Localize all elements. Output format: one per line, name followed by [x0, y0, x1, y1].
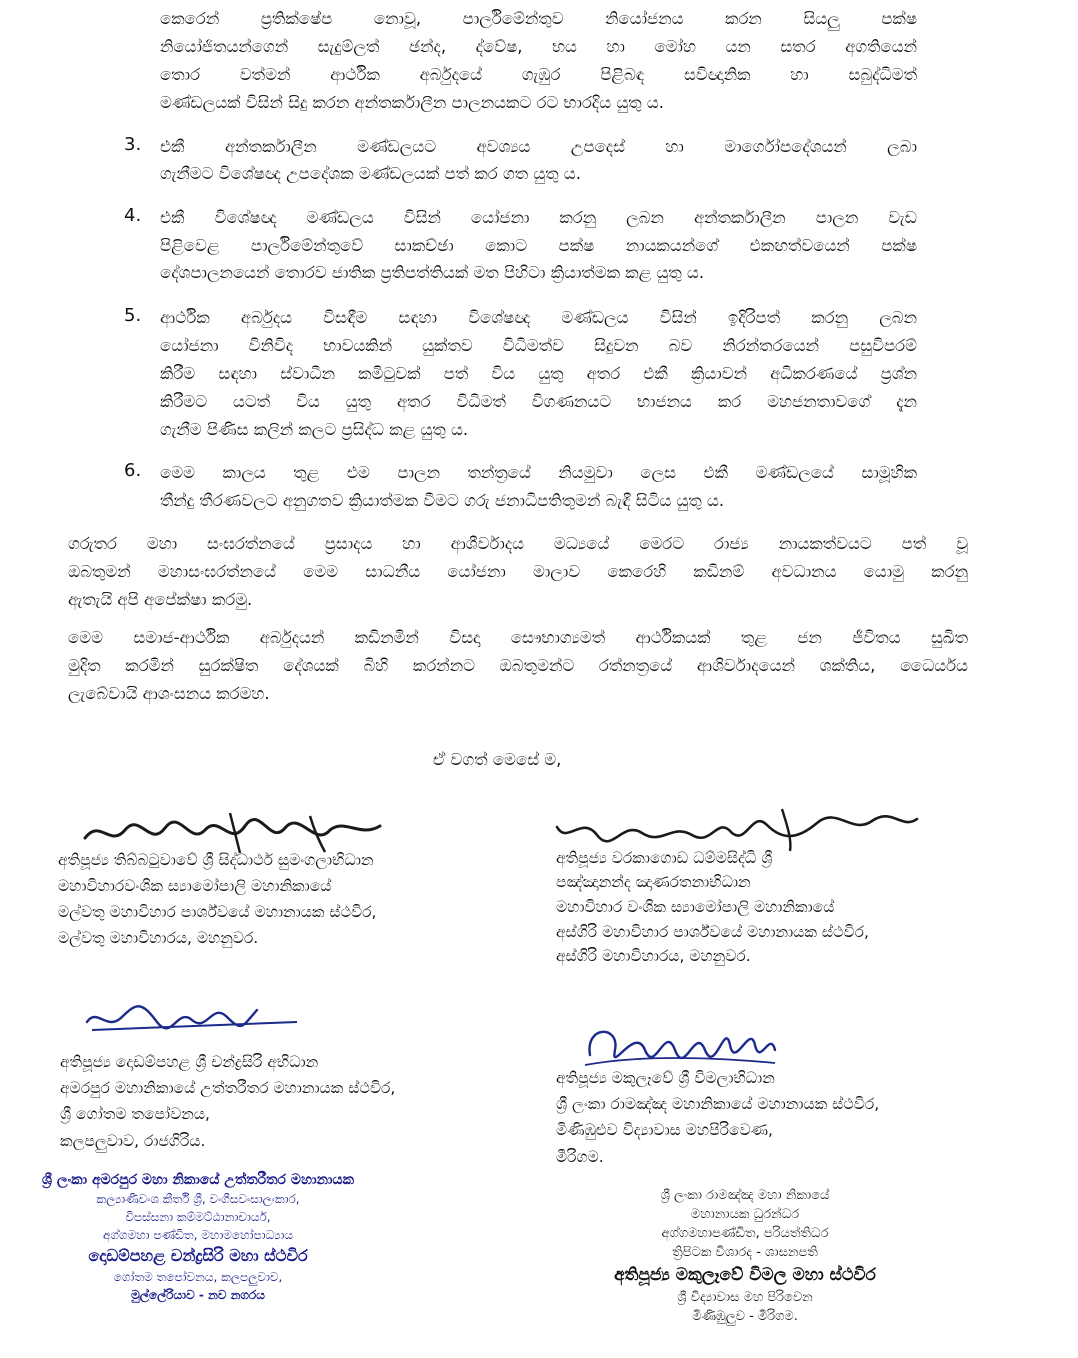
item-line: තීන්දු තීරණවලට අනුගතව ක්‍රියාත්මක වීමට ගරු ජනාධිපතිතුමන් බැඳී සිටිය යුතු ය. — [160, 491, 725, 510]
stamp-line: විපස්සනා කම්මට්ඨානාචාර්ය, — [125, 1210, 271, 1224]
signatory-line: අතිපූජ්‍ය තිබ්බටුවාවේ ශ්‍රී සිද්ධාර්ථ සුමංගලාභිධාන — [58, 851, 374, 869]
item-line: කිරීමට යටත් විය යුතු අතර විධිමත් විගණනයට භාජනය කර මහජනතාවගේ දැන — [160, 392, 917, 411]
stamp-line: මිණිඹුලුව - මීරිගම. — [692, 1309, 798, 1324]
signatory-line: ශ්‍රී ගෝතම තපෝවනය, — [60, 1105, 210, 1123]
stamp-line: ගෝතම තපෝවනය, කලපලුවාව, — [113, 1270, 283, 1284]
item-line: පිළිවෙළ පාර්ලිමේන්තුවේ සාකච්ඡා කොට පක්ෂ නායකයන්ගේ එකඟත්වයෙන් පක්ෂ — [160, 236, 917, 255]
item-line: එකී විශේෂඥ මණ්ඩලය විසින් යෝජනා කරනු ලබන අන්තර්කාලීන පාලන වැඩ — [160, 208, 917, 227]
stamp-line: ත්‍රිපිටක විශාරද - ශාසනපති — [672, 1245, 818, 1260]
signatory-line: පඤ්ඤානන්ද ඤාණරතනාභිධාන — [556, 873, 751, 891]
item-line: ගැනීමට විශේෂඥ උපදේශක මණ්ඩලයක් පත් කර ගත යුතු ය. — [160, 164, 582, 183]
signatory-line: අතිපූජ්‍ය වරකාගොඩ ධම්මසිද්ධි ශ්‍රී — [556, 849, 773, 867]
signatory-line: අස්ගිරි මහාවිහාර පාර්ශ්වයේ මහානායක ස්ථවිර, — [556, 923, 869, 941]
item-line: දේශපාලනයෙන් තොරව ජාතික ප්‍රතිපත්තියක් මත පිහිටා ක්‍රියාත්මක කළ යුතු ය. — [160, 263, 705, 282]
stamp-line: මහානායක ධුරන්ධර — [690, 1207, 800, 1222]
paragraph-line: ගරුතර මහා සංඝරත්නයේ ප්‍රසාදය හා ආශීර්වාදය මධ්‍යයේ මෙරට රාජ්‍ය නායකත්වයට පත් වූ — [68, 534, 968, 553]
signatory-line: මල්වතු මහාවිහාර පාර්ශ්වයේ මහානායක ස්ථවිර, — [58, 903, 377, 921]
item-line: ආර්ථික අර්බුදය විසඳීම සඳහා විශේෂඥ මණ්ඩලය විසින් ඉදිරිපත් කරනු ලබන — [160, 308, 917, 327]
intro-line: තොර වත්මන් ආර්ථික අර්බුදයේ ගැඹුර පිළිබඳ සවිඥානික හා සබුද්ධිමත් — [160, 65, 917, 84]
item-line: එකී අන්තර්කාලීන මණ්ඩලයට අවශ්‍යය උපදෙස් හා මාර්ගෝපදේශයන් ලබා — [160, 137, 917, 156]
signatory-line: මහාවිහාරවංශික ස්‍යාමෝපාලි මහානිකායේ — [58, 877, 332, 895]
intro-line: මණ්ඩලයක් විසින් සිදු කරන අන්තර්කාලීන පාලනයකට රට භාරදිය යුතු ය. — [160, 93, 664, 112]
stamp-line: දොඩම්පහළ චන්ද්‍රසිරි මහා ස්ථවිර — [88, 1246, 308, 1265]
item-number: 3. — [124, 134, 142, 155]
signatory-line: මිණිඹුළුව විද්‍යාවාස මහපිරිවෙණ, — [556, 1121, 773, 1139]
signature-ramanna — [580, 1015, 780, 1075]
signatory-line: ශ්‍රී ලංකා රාමඤ්ඤ මහානිකායේ මහානායක ස්ථවිර, — [556, 1095, 880, 1113]
paragraph-line: මෙම සමාජ-ආර්ථික අර්බුදයන් කඩිනමින් විසදා සෞභාග්‍යමත් ආර්ථිකයක් තුළ ජන ජීවිතය සුඛිත — [68, 628, 968, 647]
stamp-line: අග්ගමහාපණ්ඩිත, පරියත්තිධර — [661, 1226, 829, 1241]
signatory-line: කලපලුවාව, රාජගිරිය. — [60, 1132, 206, 1150]
stamp-line: කල්‍යාණීවංශ කීර්ති ශ්‍රී, වංගීසවංසාලංකාර, — [96, 1192, 300, 1206]
stamp-line: අග්ගමහා පණ්ඩිත, මහාමහෝපාධ්‍යාය — [103, 1228, 293, 1242]
official-stamp-ramanna — [560, 1186, 930, 1326]
item-line: කිරීම සඳහා ස්වාධීන කමිටුවක් පත් විය යුතු අතර එකී ක්‍රියාවන් අධිකරණයේ ප්‍රශ්න — [160, 364, 917, 383]
signatory-line: අමරපුර මහානිකායේ උත්තරීතර මහානායක ස්ථවිර, — [60, 1079, 396, 1097]
item-line: ගැනීම පිණිස කලින් කලට ප්‍රසිද්ධ කළ යුතු ය. — [160, 420, 469, 439]
item-line: යෝජනා විනිවිද භාවයකින් යුක්තව විධිමත්ව සිදුවන බව නිරන්තරයෙන් පසුවිපරම් — [160, 336, 917, 355]
closing-text: ඒ වගත් මෙසේ ම, — [433, 750, 562, 769]
item-number: 5. — [124, 305, 142, 326]
paragraph-line: ලැබේවායි ආශංසනය කරමහ. — [68, 684, 270, 703]
item-line: මෙම කාලය තුළ එම පාලන තන්ත්‍රයේ නියමුවා ලෙස එකී මණ්ඩලයේ සාමූහික — [160, 463, 917, 482]
stamp-line: මුල්ලේරියාව - නව නගරය — [131, 1288, 265, 1302]
intro-line: නියෝජිතයන්ගෙන් සැදුම්ලත් ඡන්ද, ද්වේෂ, භය හා මෝහ යන සතර අගතියෙන් — [160, 37, 917, 56]
paragraph-line: ඇතැයි අපි අපේක්ෂා කරමු. — [68, 590, 253, 609]
stamp-line: ශ්‍රී ලංකා රාමඤ්ඤ මහා නිකායේ — [660, 1188, 830, 1203]
signatory-line: මල්වතු මහාවිහාරය, මහනුවර. — [58, 929, 259, 947]
paragraph-line: මුදිත කරමින් සුරක්ෂිත දේශයක් බිහි කරන්නට ඔබතුමන්ට රත්නත්‍රයේ ආශිර්වාදයෙන් ශක්තිය, ධෛර්යය — [68, 656, 968, 675]
intro-line: කෙරෙන් ප්‍රතික්ෂේප නොවූ, පාර්ලිමේන්තුව නියෝජනය කරන සියලු පක්ෂ — [160, 9, 917, 28]
stamp-line: ශ්‍රී විද්‍යාවාස මහ පිරිවෙන — [677, 1290, 813, 1305]
paragraph-line: ඔබතුමන් මහාසංඝරත්නයේ මෙම සාධනීය යෝජනා මාලාව කෙරෙහි කඩිනම් අවධානය යොමු කරනු — [68, 562, 968, 581]
official-stamp-amarapura — [28, 1170, 368, 1304]
signatory-line: මීරිගම. — [556, 1148, 604, 1166]
item-number: 6. — [124, 460, 142, 481]
signature-amarapura — [82, 992, 302, 1042]
stamp-line: අතිපූජ්‍ය මකුලෑවේ විමල මහා ස්ථවිර — [614, 1265, 876, 1285]
stamp-line: ශ්‍රී ලංකා අමරපුර මහා නිකායේ උත්තරීතර මහානායක — [42, 1172, 354, 1188]
item-number: 4. — [124, 205, 142, 226]
signatory-line: මහාවිහාර වංශික ස්‍යාමෝපාලි මහානිකායේ — [556, 898, 835, 916]
signatory-line: අතිපූජ්‍ය මකුලෑවේ ශ්‍රී විමලාභිධාන — [556, 1069, 775, 1087]
signatory-line: අතිපූජ්‍ය දොඩම්පහළ ශ්‍රී චන්ද්‍රසිරි අභිධාන — [60, 1053, 319, 1071]
signatory-line: අස්ගිරි මහාවිහාරය, මහනුවර. — [556, 947, 751, 965]
